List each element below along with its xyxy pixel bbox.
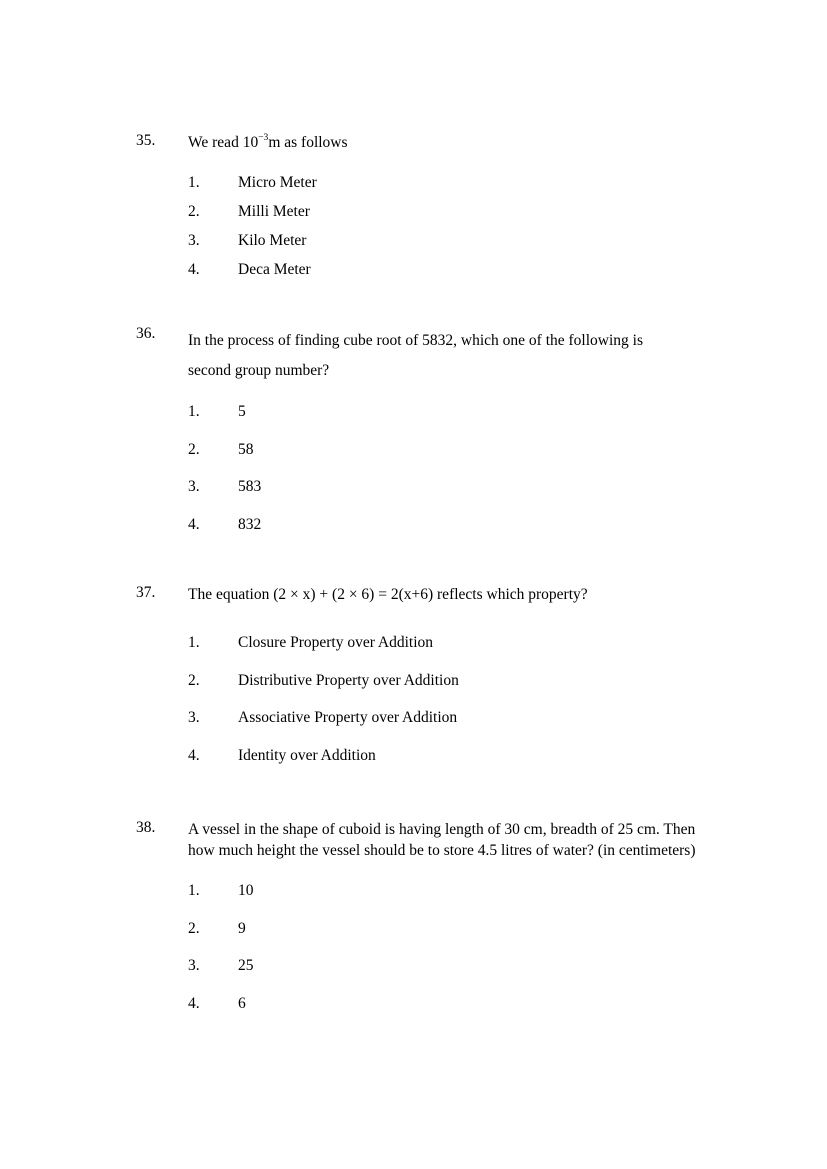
option-row[interactable] [0, 441, 827, 479]
question-number: 37. [136, 584, 156, 601]
option-text: 58 [238, 440, 254, 458]
option-text: 5 [238, 403, 246, 420]
exponent-superscript: −3 [258, 133, 269, 143]
option-text: Distributive Property over Addition [238, 671, 459, 689]
option-number: 2. [188, 203, 200, 220]
option-number: 4. [188, 746, 200, 764]
option-text: 10 [238, 882, 254, 899]
question-text [188, 133, 827, 153]
question-block-36 [0, 326, 827, 553]
option-number: 3. [188, 957, 200, 974]
option-row[interactable] [0, 957, 827, 995]
option-row[interactable] [0, 516, 827, 554]
option-number: 3. [188, 478, 200, 495]
options-list [0, 882, 827, 1032]
option-text: Kilo Meter [238, 232, 307, 249]
option-row[interactable] [0, 232, 827, 261]
question-stem-row [0, 585, 827, 605]
option-row[interactable] [0, 403, 827, 441]
option-number: 1. [188, 882, 200, 899]
option-row[interactable] [0, 203, 827, 232]
question-block-35 [0, 133, 827, 290]
option-text: Associative Property over Addition [238, 709, 458, 726]
option-number: 3. [188, 232, 200, 249]
question-block-38 [0, 820, 827, 1032]
question-number: 36. [136, 325, 156, 342]
question-text: In the process of finding cube root of 5832, which one of the following is second group number? [188, 332, 644, 379]
question-text-prefix: We read 10 [188, 134, 259, 151]
option-text: Deca Meter [238, 261, 311, 278]
option-row[interactable] [0, 995, 827, 1033]
option-number: 2. [188, 671, 200, 689]
option-row[interactable] [0, 478, 827, 516]
option-text: 6 [238, 994, 246, 1012]
question-stem-row [0, 326, 827, 386]
question-stem-row [0, 820, 827, 861]
option-row[interactable] [0, 634, 827, 672]
option-row[interactable] [0, 747, 827, 785]
options-list [0, 634, 827, 784]
option-text: 25 [238, 957, 254, 974]
question-number: 35. [136, 132, 156, 149]
option-text: 583 [238, 478, 262, 495]
option-row[interactable] [0, 882, 827, 920]
question-text: A vessel in the shape of cuboid is having length of 30 cm, breadth of 25 cm. Then how much height the vessel should be to store 4.5 litres of water? (in centimeters) [188, 821, 696, 859]
option-text: Milli Meter [238, 203, 310, 220]
option-number: 1. [188, 634, 200, 651]
option-row[interactable] [0, 672, 827, 710]
option-text: 832 [238, 515, 262, 533]
option-number: 4. [188, 261, 200, 278]
option-number: 4. [188, 515, 200, 533]
question-text-suffix: m as follows [268, 134, 348, 151]
option-number: 2. [188, 919, 200, 937]
option-number: 4. [188, 994, 200, 1012]
options-list [0, 174, 827, 290]
options-list [0, 403, 827, 553]
question-text: The equation (2 × x) + (2 × 6) = 2(x+6) reflects which property? [188, 586, 588, 603]
option-text: Identity over Addition [238, 746, 376, 764]
option-text: 9 [238, 919, 246, 937]
option-number: 1. [188, 174, 200, 191]
option-row[interactable] [0, 261, 827, 290]
option-row[interactable] [0, 920, 827, 958]
option-text: Micro Meter [238, 174, 317, 191]
option-number: 1. [188, 403, 200, 420]
option-row[interactable] [0, 709, 827, 747]
question-number: 38. [136, 819, 156, 836]
option-row[interactable] [0, 174, 827, 203]
option-number: 3. [188, 709, 200, 726]
question-block-37 [0, 585, 827, 784]
option-text: Closure Property over Addition [238, 634, 434, 651]
option-number: 2. [188, 440, 200, 458]
question-stem-row [0, 133, 827, 153]
